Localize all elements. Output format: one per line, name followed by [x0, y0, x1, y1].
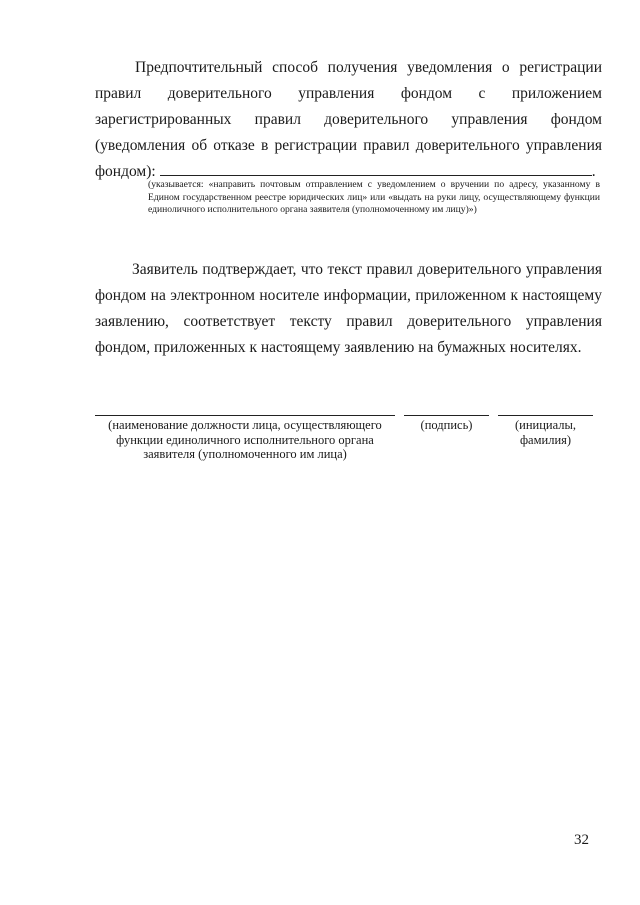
signature-label: (подпись): [420, 418, 473, 432]
position-signature-line: [95, 415, 395, 416]
initials-label: (инициалы, фамилия): [514, 418, 577, 447]
notification-method-line-end: .: [591, 163, 596, 180]
initials-signature-line: [498, 415, 593, 416]
page-number: 32: [574, 832, 589, 848]
notification-method-fill-line: [160, 174, 592, 176]
confirmation-paragraph: Заявитель подтверждает, что текст правил доверительного управления фондом на электронном носителе информации, приложенном к настоящему заявлению, соответствует тексту правил доверительного управления фондом, приложенных к настоящему заявлению на бумажных носителях.: [95, 261, 602, 356]
position-label: (наименование должности лица, осуществляющего функции единоличного исполнительного органа заявителя (уполномоченного им лица): [108, 418, 382, 461]
signature-line: [404, 415, 489, 416]
notification-method-paragraph: [95, 55, 602, 185]
notification-method-text: Предпочтительный способ получения уведомления о регистрации правил доверительного управления фондом с приложением зарегистрированных правил доверительного управления фондом (уведомления об отказе в регистрации правил доверительного управления фондом):: [95, 59, 602, 180]
notification-method-hint: (указывается: «направить почтовым отправлением с уведомлением о вручении по адресу, указанному в Едином государственном реестре юридических лиц» или «выдать на руки лицу, осуществляющему функции единоличного исполнительного органа заявителя (уполномоченному им лицу)»): [148, 179, 600, 215]
